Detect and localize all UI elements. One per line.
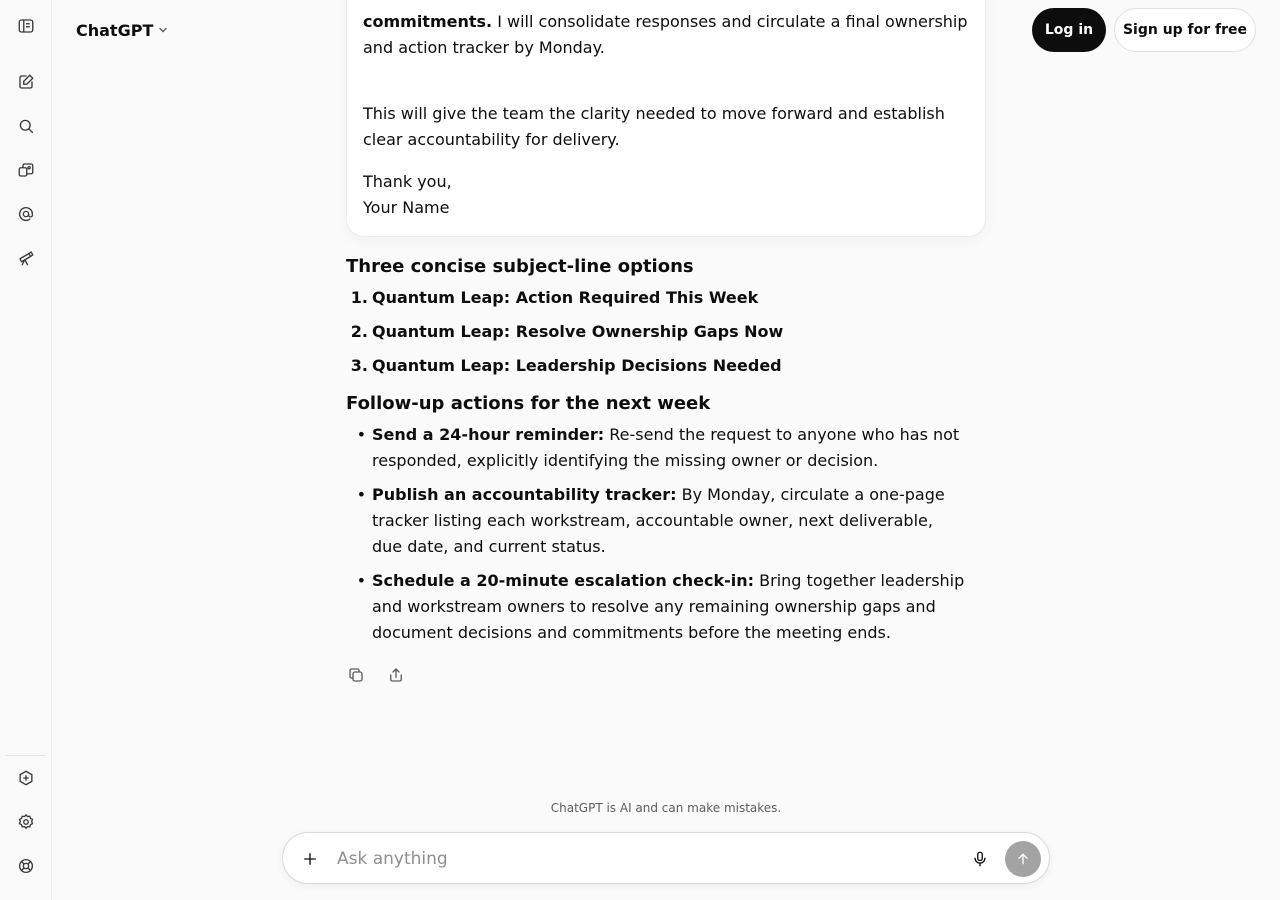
list-item-bold: Send a 24-hour reminder: <box>372 425 605 444</box>
share-icon[interactable] <box>386 665 406 685</box>
list-item-text: Bring together leadership and workstream owners to resolve any remaining ownership gaps and document decisions and commitments before the meeting ends. <box>372 571 965 642</box>
chevron-down-icon <box>157 21 169 40</box>
section-heading: Three concise subject-line options <box>346 256 694 277</box>
send-button[interactable] <box>1005 841 1041 877</box>
signoff-line: Thank you, <box>363 172 452 191</box>
message-actions <box>346 665 406 685</box>
login-button[interactable]: Log in <box>1032 8 1106 52</box>
settings-icon[interactable] <box>14 810 38 834</box>
list-item <box>346 285 966 311</box>
email-bold-text: commitments. <box>363 12 493 31</box>
list-item-bold: Publish an accountability tracker: <box>372 485 677 504</box>
list-item <box>346 319 966 345</box>
library-icon[interactable] <box>14 158 38 182</box>
list-item-bold: Schedule a 20-minute escalation check-in: <box>372 571 755 590</box>
list-number: 1. <box>350 288 368 307</box>
list-item-text: Re-send the request to anyone who has not responded, explicitly identifying the missing owner or decision. <box>372 425 960 470</box>
email-draft-card <box>346 0 986 237</box>
mention-icon[interactable] <box>14 202 38 226</box>
email-signoff <box>363 169 971 221</box>
list-number: 3. <box>350 356 368 375</box>
signup-button[interactable]: Sign up for free <box>1114 8 1256 52</box>
new-chat-icon[interactable] <box>14 70 38 94</box>
email-text: I will consolidate responses and circulate a final ownership and action tracker by Monday. <box>363 12 968 57</box>
search-icon[interactable] <box>14 114 38 138</box>
sidebar <box>0 0 52 900</box>
list-item-text: Quantum Leap: Leadership Decisions Needed <box>372 356 782 375</box>
section-heading: Follow-up actions for the next week <box>346 393 711 414</box>
disclaimer: ChatGPT is AI and can make mistakes. <box>550 801 782 815</box>
email-paragraph: This will give the team the clarity needed to move forward and establish clear accountability for delivery. <box>363 104 945 149</box>
list-item-text: By Monday, circulate a one-page tracker listing each workstream, accountable owner, next deliverable, due date, and current status. <box>372 485 945 556</box>
signature-name: Your Name <box>363 198 450 217</box>
composer <box>282 832 1050 884</box>
sidebar-divider <box>6 755 46 756</box>
list-item-text: Quantum Leap: Resolve Ownership Gaps Now <box>372 322 784 341</box>
microphone-icon[interactable] <box>963 842 997 876</box>
prompt-input[interactable] <box>337 845 947 873</box>
subject-line-list <box>346 285 966 379</box>
plus-icon[interactable] <box>293 842 327 876</box>
bullet: • <box>356 571 366 590</box>
sidebar-toggle-icon[interactable] <box>14 14 38 38</box>
list-item <box>346 482 966 560</box>
help-icon[interactable] <box>14 854 38 878</box>
plugin-icon[interactable] <box>14 766 38 790</box>
followup-list <box>346 422 966 646</box>
assistant-message <box>346 254 966 654</box>
model-switcher[interactable] <box>76 18 169 42</box>
email-paragraph <box>363 9 971 61</box>
list-item <box>346 422 966 474</box>
list-item <box>346 568 966 646</box>
list-number: 2. <box>350 322 368 341</box>
copy-icon[interactable] <box>346 665 366 685</box>
explore-telescope-icon[interactable] <box>14 246 38 270</box>
arrow-up-icon <box>1015 851 1031 867</box>
bullet: • <box>356 485 366 504</box>
model-name: ChatGPT <box>76 20 154 40</box>
bullet: • <box>356 425 366 444</box>
list-item-text: Quantum Leap: Action Required This Week <box>372 288 759 307</box>
list-item <box>346 353 966 379</box>
